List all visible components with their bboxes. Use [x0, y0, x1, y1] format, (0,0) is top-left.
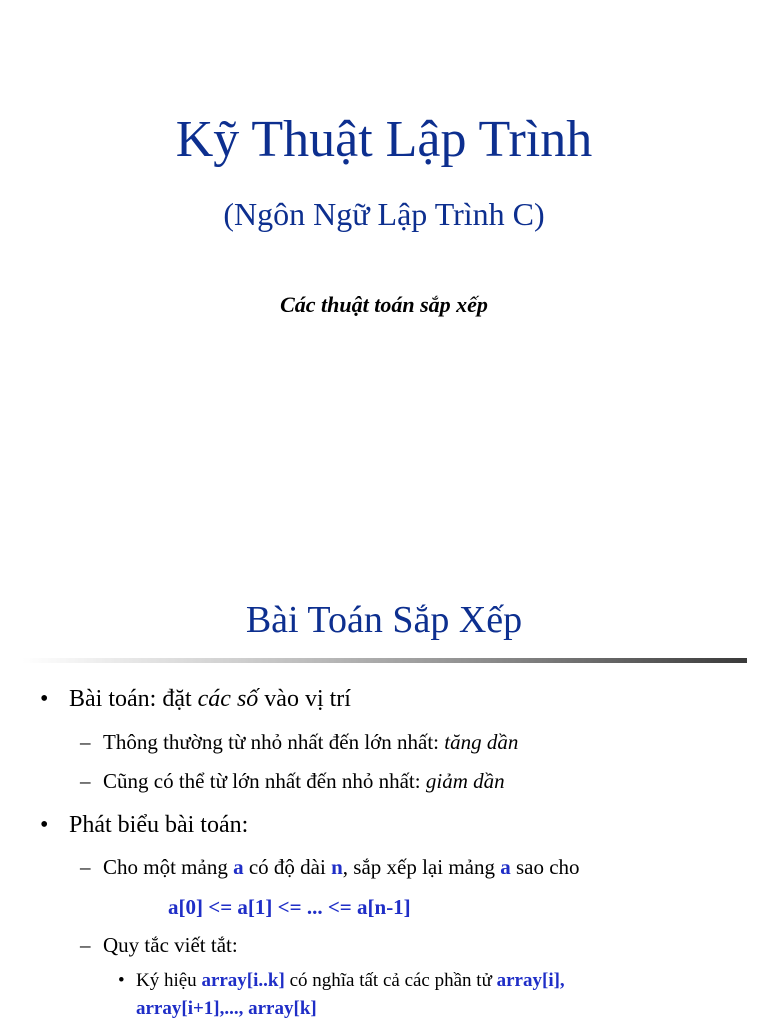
slide-subtitle: (Ngôn Ngữ Lập Trình C): [223, 196, 545, 232]
sub-bullet-ascending: [80, 727, 518, 757]
dash-marker: –: [80, 933, 91, 957]
bullet-dot: •: [40, 686, 49, 712]
slide-title-heading: Kỹ Thuật Lập Trình: [175, 111, 593, 168]
var-n: n: [331, 855, 343, 879]
dash-marker: –: [80, 730, 91, 754]
slide-topic: Các thuật toán sắp xếp: [280, 292, 488, 317]
bullet-dot: •: [40, 812, 49, 838]
sort-formula: a[0] <= a[1] <= ... <= a[n-1]: [168, 895, 411, 919]
title-divider: [22, 658, 747, 663]
bullet-problem-rest: vào vị trí: [258, 686, 351, 712]
dash-marker: –: [80, 855, 91, 879]
given-text-3: , sắp xếp lại mảng: [342, 855, 501, 879]
sub-sub-bullet-array-notation: [118, 966, 565, 996]
sub-bullet-descending: [80, 766, 505, 796]
array-elements-continuation: array[i+1],..., array[k]: [136, 998, 317, 1019]
var-a: a: [500, 855, 511, 879]
notation-text: Quy tắc viết tắt:: [103, 933, 238, 957]
sub-bullet-given-array: [80, 852, 580, 882]
array-range: array[i..k]: [201, 970, 285, 991]
given-text-4: sao cho: [510, 855, 580, 879]
ascending-text: Thông thường từ nhỏ nhất đến lớn nhất:: [103, 730, 445, 754]
ascending-em: tăng dần: [444, 730, 519, 754]
descending-text: Cũng có thể từ lớn nhất đến nhỏ nhất:: [103, 769, 426, 793]
bullet-statement-text: Phát biểu bài toán:: [69, 812, 249, 838]
sub-bullet-notation: [80, 930, 238, 960]
given-text-1: Cho một mảng: [103, 855, 234, 879]
bullet-problem-text: Bài toán: đặt: [69, 686, 198, 712]
given-text-2: có độ dài: [243, 855, 332, 879]
notation-desc-1: Ký hiệu: [136, 970, 202, 991]
bullet-problem: [40, 684, 351, 714]
var-a: a: [233, 855, 244, 879]
notation-desc-2: có nghĩa tất cả các phần tử: [284, 970, 497, 991]
dash-marker: –: [80, 769, 91, 793]
bullet-problem-em: các số: [197, 686, 259, 712]
array-i: array[i],: [496, 970, 565, 991]
bullet-dot: •: [118, 970, 125, 991]
slide2-heading: Bài Toán Sắp Xếp: [245, 599, 523, 641]
descending-em: giảm dần: [425, 769, 505, 793]
bullet-statement: [40, 810, 248, 840]
slide-sorting-problem: [0, 560, 768, 1024]
